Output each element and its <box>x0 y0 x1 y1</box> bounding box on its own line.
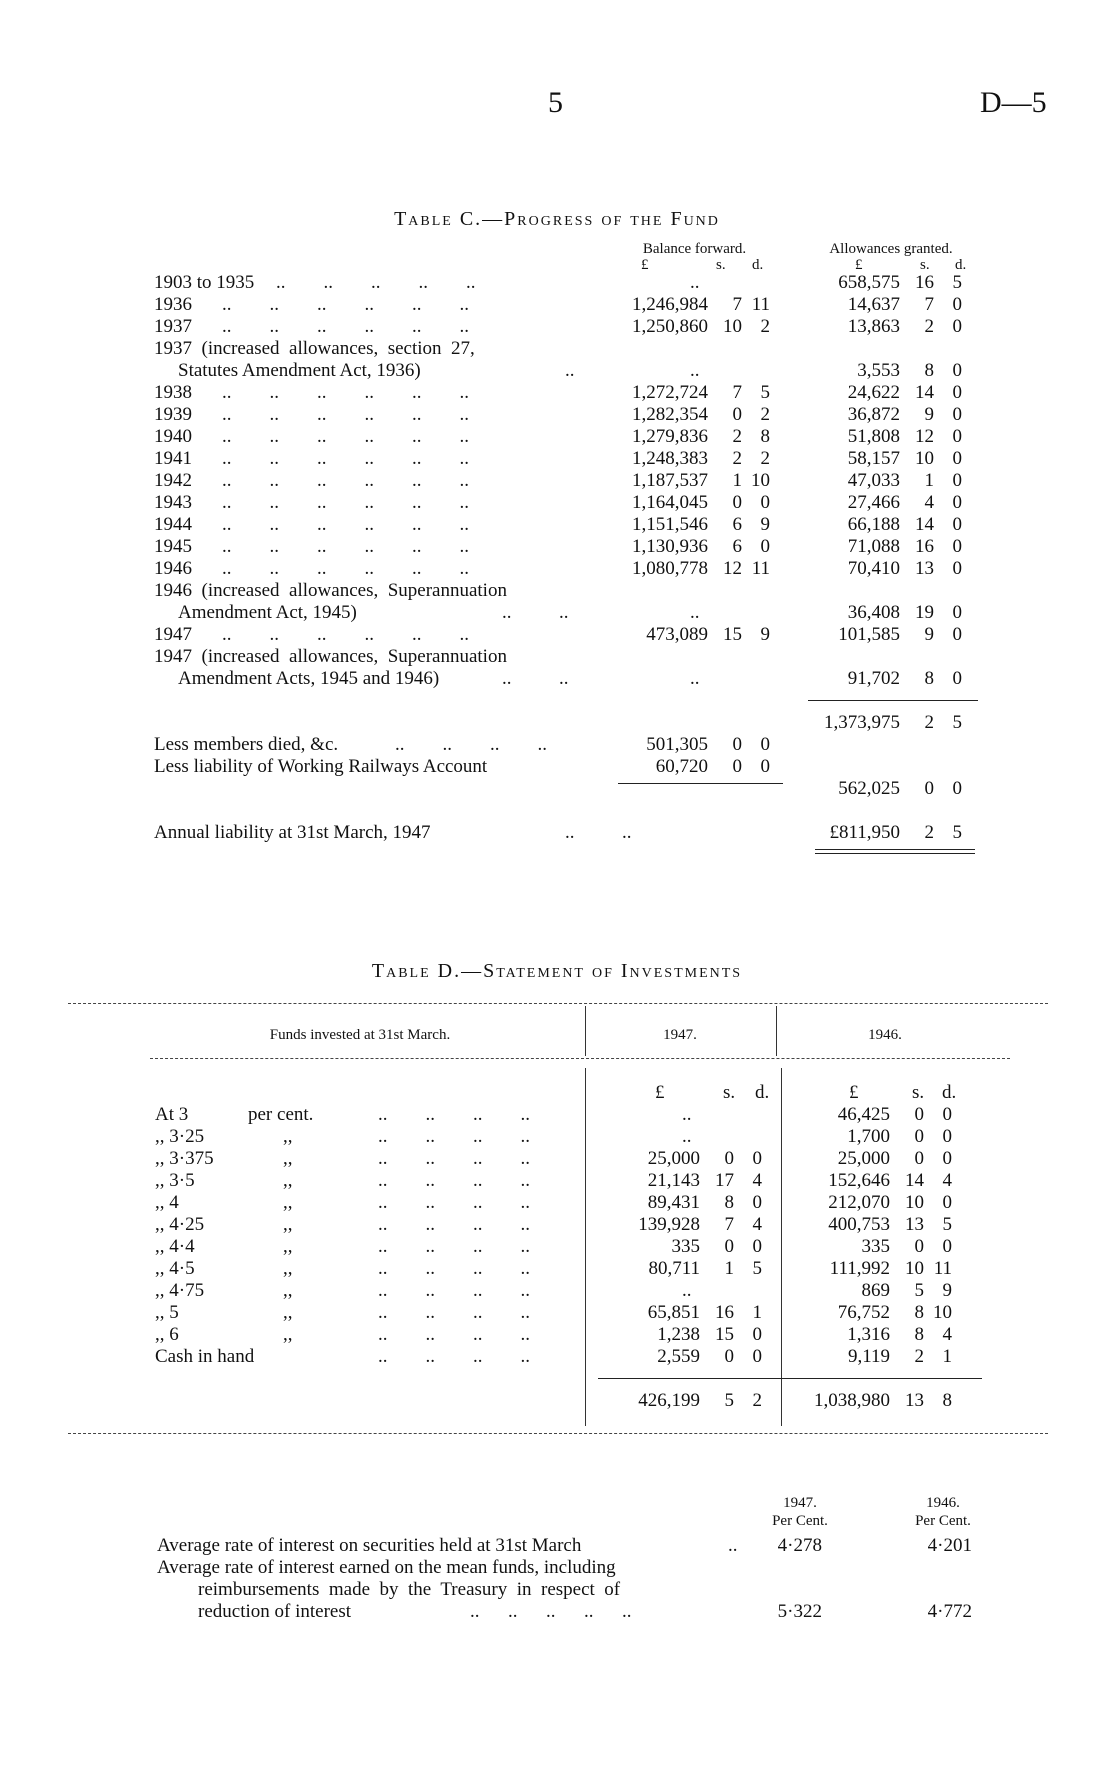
table-c-row-3-balance-empty: .. <box>690 360 700 381</box>
table-c-row-9-balance-shillings: 0 <box>732 492 742 513</box>
table-c-row-4-allowances-pence: 0 <box>952 382 962 403</box>
rate-row-1-label: Average rate of interest on securities held at 31st March <box>157 1535 582 1556</box>
table-d-row-7-leader: .. .. .. .. <box>378 1258 530 1279</box>
table-c-row-6-allowances-pounds: 51,808 <box>847 426 900 447</box>
table-d-row-7-rate: ,, 4·5 <box>155 1258 195 1279</box>
table-c-row-5-allowances-shillings: 9 <box>924 404 934 425</box>
table-c-less-died-pence: 0 <box>760 734 770 755</box>
table-c-row-2-balance-pence: 2 <box>760 316 770 337</box>
table-c-row-5-leader: .. .. .. .. .. .. <box>222 404 469 425</box>
table-c-row-12-label: 1946 <box>154 558 192 579</box>
table-c-row-5-balance-pounds: 1,282,354 <box>632 404 708 425</box>
table-c-less-died-shillings: 0 <box>732 734 742 755</box>
table-d-row-3-leader: .. .. .. .. <box>378 1170 530 1191</box>
table-d-row-10-1947-pounds: 1,238 <box>657 1324 700 1345</box>
table-d-row-3-ditto: ,, <box>283 1170 293 1191</box>
table-c-row-9-label: 1943 <box>154 492 192 513</box>
table-c-row-3-leader: .. <box>565 360 575 381</box>
table-c-row-12-allowances-pounds: 70,410 <box>847 558 900 579</box>
year-1947-header: 1947. <box>663 1027 697 1043</box>
table-d-unit-4: s. <box>912 1082 925 1103</box>
table-d-row-6-1946-shillings: 0 <box>914 1236 924 1257</box>
table-c-row-0-allowances-pounds: 658,575 <box>838 272 900 293</box>
table-d-row-10-1946-pence: 4 <box>942 1324 952 1345</box>
table-d-row-3-1947-pounds: 21,143 <box>647 1170 700 1191</box>
table-c-row-2-balance-pounds: 1,250,860 <box>632 316 708 337</box>
table-c-row-4-allowances-pounds: 24,622 <box>847 382 900 403</box>
table-d-row-2-ditto: ,, <box>283 1148 293 1169</box>
table-c-row-11-balance-pence: 0 <box>760 536 770 557</box>
table-c-row-5-balance-pence: 2 <box>760 404 770 425</box>
rates-1946-header: 1946. <box>926 1495 960 1511</box>
page-reference: D—5 <box>980 86 1047 119</box>
table-d-row-9-leader: .. .. .. .. <box>378 1302 530 1323</box>
rate-row-2-1947: 5·322 <box>777 1601 822 1622</box>
year-1946-header: 1946. <box>868 1027 902 1043</box>
rates-1946-percent-label: Per Cent. <box>915 1513 971 1529</box>
table-c-row-2-label: 1937 <box>154 316 192 337</box>
rate-row-1-1946: 4·201 <box>927 1535 972 1556</box>
table-c-row-11-leader: .. .. .. .. .. .. <box>222 536 469 557</box>
table-d-row-6-leader: .. .. .. .. <box>378 1236 530 1257</box>
table-d-row-4-leader: .. .. .. .. <box>378 1192 530 1213</box>
table-c-row-11-allowances-shillings: 16 <box>915 536 934 557</box>
table-c-row-14-allowances-pounds: 101,585 <box>838 624 900 645</box>
table-c-row-0-leader: .. .. .. .. .. <box>276 272 476 293</box>
table-d-row-9-1947-pounds: 65,851 <box>647 1302 700 1323</box>
table-c-row-13-label: 1946 (increased allowances, Superannuation <box>154 580 507 601</box>
table-d-row-1-1946-shillings: 0 <box>914 1126 924 1147</box>
table-c-annual-leader: .. .. <box>565 822 632 843</box>
table-c-row-13-label-cont: Amendment Act, 1945) <box>178 602 357 623</box>
table-c-row-3-allowances-pounds: 3,553 <box>857 360 900 381</box>
table-d-row-2-1946-pounds: 25,000 <box>837 1148 890 1169</box>
table-c-row-2-balance-shillings: 10 <box>723 316 742 337</box>
table-c-row-9-balance-pence: 0 <box>760 492 770 513</box>
table-c-row-4-balance-shillings: 7 <box>732 382 742 403</box>
table-c-row-14-balance-pence: 9 <box>760 624 770 645</box>
table-d-unit-5: d. <box>942 1082 957 1103</box>
table-d-total-1946-shillings: 13 <box>905 1390 924 1411</box>
table-c-row-6-balance-pounds: 1,279,836 <box>632 426 708 447</box>
table-c-row-12-balance-pounds: 1,080,778 <box>632 558 708 579</box>
table-d-row-4-ditto: ,, <box>283 1192 293 1213</box>
table-c-annual-rule-2 <box>815 853 975 854</box>
table-d-row-6-rate: ,, 4·4 <box>155 1236 195 1257</box>
table-c-row-9-allowances-pence: 0 <box>952 492 962 513</box>
table-c-less-total-pounds: 562,025 <box>838 778 900 799</box>
table-d-total-1947-shillings: 5 <box>724 1390 734 1411</box>
table-d-row-4-1947-pence: 0 <box>752 1192 762 1213</box>
table-c-less-died-pounds: 501,305 <box>646 734 708 755</box>
table-d-row-1-ditto: ,, <box>283 1126 293 1147</box>
table-c-row-12-balance-shillings: 12 <box>723 558 742 579</box>
table-d-row-5-1946-pounds: 400,753 <box>828 1214 890 1235</box>
table-c-row-6-allowances-pence: 0 <box>952 426 962 447</box>
table-d-row-7-1946-shillings: 10 <box>905 1258 924 1279</box>
table-c-row-8-label: 1942 <box>154 470 192 491</box>
table-d-row-9-1947-shillings: 16 <box>715 1302 734 1323</box>
table-c-total-allowances-shillings: 2 <box>924 712 934 733</box>
table-c-row-7-allowances-shillings: 10 <box>915 448 934 469</box>
table-d-row-2-leader: .. .. .. .. <box>378 1148 530 1169</box>
table-c-row-1-leader: .. .. .. .. .. .. <box>222 294 469 315</box>
rate-row-2-line-3: reduction of interest <box>198 1601 352 1622</box>
table-c-row-8-balance-pence: 10 <box>751 470 770 491</box>
table-c-row-10-allowances-pence: 0 <box>952 514 962 535</box>
allowances-granted-header: Allowances granted. <box>829 241 953 257</box>
table-c-total-allowances-pounds: 1,373,975 <box>824 712 900 733</box>
table-d-row-11-1947-pounds: 2,559 <box>657 1346 700 1367</box>
table-d-row-6-1947-pence: 0 <box>752 1236 762 1257</box>
table-d-row-9-1946-shillings: 8 <box>914 1302 924 1323</box>
table-d-row-10-leader: .. .. .. .. <box>378 1324 530 1345</box>
table-d-total-1946-pence: 8 <box>942 1390 952 1411</box>
table-d-row-5-1947-shillings: 7 <box>724 1214 734 1235</box>
table-c-row-1-allowances-pounds: 14,637 <box>847 294 900 315</box>
table-c-row-6-balance-pence: 8 <box>760 426 770 447</box>
table-d-row-6-1947-pounds: 335 <box>671 1236 700 1257</box>
table-d-row-4-1947-shillings: 8 <box>724 1192 734 1213</box>
table-c-unit-4: s. <box>920 257 930 273</box>
table-d-row-0-1946-pounds: 46,425 <box>837 1104 890 1125</box>
table-d-row-7-1946-pence: 11 <box>933 1258 952 1279</box>
table-c-unit-2: d. <box>752 257 764 273</box>
table-c-row-6-leader: .. .. .. .. .. .. <box>222 426 469 447</box>
table-c-row-8-balance-pounds: 1,187,537 <box>632 470 708 491</box>
funds-invested-header: Funds invested at 31st March. <box>269 1027 451 1043</box>
table-d-row-11-1947-shillings: 0 <box>724 1346 734 1367</box>
table-c-row-7-balance-pence: 2 <box>760 448 770 469</box>
table-c-row-1-balance-shillings: 7 <box>732 294 742 315</box>
table-c-row-14-allowances-shillings: 9 <box>924 624 934 645</box>
table-d-row-2-1947-pence: 0 <box>752 1148 762 1169</box>
table-d-row-4-1947-pounds: 89,431 <box>647 1192 700 1213</box>
table-d-bottom-rule <box>68 1433 1048 1434</box>
table-d-row-5-1947-pounds: 139,928 <box>638 1214 700 1235</box>
table-d-row-3-rate: ,, 3·5 <box>155 1170 195 1191</box>
table-c-row-15-label-cont: Amendment Acts, 1945 and 1946) <box>178 668 440 689</box>
table-c-less-liability-label: Less liability of Working Railways Account <box>154 756 488 777</box>
table-d-row-11-1946-shillings: 2 <box>914 1346 924 1367</box>
table-d-row-6-1946-pounds: 335 <box>861 1236 890 1257</box>
table-c-unit-3: £ <box>855 257 863 273</box>
table-c-row-13-allowances-shillings: 19 <box>915 602 934 623</box>
table-d-header-rule <box>150 1058 1010 1059</box>
table-c-title: Table C.—Progress of the Fund <box>394 208 720 230</box>
table-c-row-11-balance-pounds: 1,130,936 <box>632 536 708 557</box>
table-c-less-liability-pounds: 60,720 <box>655 756 708 777</box>
rate-row-1-leader: .. <box>728 1535 738 1556</box>
table-d-row-10-1947-shillings: 15 <box>715 1324 734 1345</box>
table-c-row-3-label: 1937 (increased allowances, section 27, <box>154 338 475 359</box>
table-c-row-5-balance-shillings: 0 <box>732 404 742 425</box>
table-d-row-0-ditto: per cent. <box>248 1104 314 1125</box>
table-c-row-7-allowances-pence: 0 <box>952 448 962 469</box>
table-c-row-7-balance-pounds: 1,248,383 <box>632 448 708 469</box>
table-c-row-2-allowances-pounds: 13,863 <box>847 316 900 337</box>
table-d-row-5-1947-pence: 4 <box>752 1214 762 1235</box>
rate-row-2-leader: .. .. .. .. .. <box>470 1601 632 1622</box>
table-c-less-total-shillings: 0 <box>924 778 934 799</box>
table-d-row-3-1946-pence: 4 <box>942 1170 952 1191</box>
table-d-row-5-ditto: ,, <box>283 1214 293 1235</box>
table-d-row-10-1946-pounds: 1,316 <box>847 1324 890 1345</box>
table-c-row-10-leader: .. .. .. .. .. .. <box>222 514 469 535</box>
table-c-unit-1: s. <box>716 257 726 273</box>
table-c-annual-pounds: £811,950 <box>829 822 900 843</box>
rate-row-2-line-1: Average rate of interest earned on the mean funds, including <box>157 1557 616 1578</box>
table-c-annual-pence: 5 <box>952 822 962 843</box>
balance-forward-header: Balance forward. <box>642 241 747 257</box>
table-c-row-9-leader: .. .. .. .. .. .. <box>222 492 469 513</box>
table-c-row-14-allowances-pence: 0 <box>952 624 962 645</box>
table-c-annual-rule-1 <box>815 849 975 850</box>
table-d-unit-2: d. <box>755 1082 770 1103</box>
table-c-row-5-allowances-pounds: 36,872 <box>847 404 900 425</box>
table-d-row-6-ditto: ,, <box>283 1236 293 1257</box>
table-c-row-4-label: 1938 <box>154 382 192 403</box>
table-d-row-11-1946-pounds: 9,119 <box>847 1346 890 1367</box>
table-c-row-13-allowances-pounds: 36,408 <box>847 602 900 623</box>
table-c-row-12-allowances-shillings: 13 <box>915 558 934 579</box>
table-d-unit-3: £ <box>849 1082 859 1103</box>
table-d-row-3-1946-shillings: 14 <box>905 1170 924 1191</box>
table-d-row-8-1946-pence: 9 <box>942 1280 952 1301</box>
table-d-unit-0: £ <box>655 1082 665 1103</box>
table-d-row-8-1946-pounds: 869 <box>861 1280 890 1301</box>
table-c-row-8-allowances-pence: 0 <box>952 470 962 491</box>
table-c-row-5-label: 1939 <box>154 404 192 425</box>
table-c-row-15-allowances-shillings: 8 <box>924 668 934 689</box>
table-d-row-7-1947-pence: 5 <box>752 1258 762 1279</box>
table-d-title: Table D.—Statement of Investments <box>371 960 743 982</box>
table-d-row-4-1946-pence: 0 <box>942 1192 952 1213</box>
table-d-row-2-1947-shillings: 0 <box>724 1148 734 1169</box>
table-d-row-11-1947-pence: 0 <box>752 1346 762 1367</box>
table-c-row-10-allowances-pounds: 66,188 <box>847 514 900 535</box>
table-c-row-11-allowances-pounds: 71,088 <box>847 536 900 557</box>
table-c-row-11-label: 1945 <box>154 536 192 557</box>
table-c-row-10-balance-pence: 9 <box>760 514 770 535</box>
table-c-row-15-allowances-pence: 0 <box>952 668 962 689</box>
rate-row-2-1946: 4·772 <box>927 1601 972 1622</box>
table-d-header-divider-1 <box>585 1006 586 1056</box>
table-c-less-liability-shillings: 0 <box>732 756 742 777</box>
table-d-row-5-leader: .. .. .. .. <box>378 1214 530 1235</box>
table-d-row-2-1947-pounds: 25,000 <box>647 1148 700 1169</box>
table-c-row-4-balance-pence: 5 <box>760 382 770 403</box>
table-c-row-3-label-cont: Statutes Amendment Act, 1936) <box>178 360 421 381</box>
table-c-row-1-allowances-shillings: 7 <box>924 294 934 315</box>
table-d-row-7-ditto: ,, <box>283 1258 293 1279</box>
table-c-less-total-pence: 0 <box>952 778 962 799</box>
table-d-row-5-rate: ,, 4·25 <box>155 1214 205 1235</box>
table-c-row-13-balance-empty: .. <box>690 602 700 623</box>
table-c-row-1-allowances-pence: 0 <box>952 294 962 315</box>
table-c-row-12-balance-pence: 11 <box>751 558 770 579</box>
table-c-row-7-label: 1941 <box>154 448 192 469</box>
table-d-row-1-1946-pence: 0 <box>942 1126 952 1147</box>
table-d-row-0-1946-pence: 0 <box>942 1104 952 1125</box>
table-d-row-8-ditto: ,, <box>283 1280 293 1301</box>
table-c-row-5-allowances-pence: 0 <box>952 404 962 425</box>
table-c-row-8-leader: .. .. .. .. .. .. <box>222 470 469 491</box>
table-d-row-8-leader: .. .. .. .. <box>378 1280 530 1301</box>
table-c-row-9-allowances-pounds: 27,466 <box>847 492 900 513</box>
table-c-allowances-rule <box>808 700 978 701</box>
table-c-row-10-balance-pounds: 1,151,546 <box>632 514 708 535</box>
table-c-row-14-label: 1947 <box>154 624 192 645</box>
table-c-row-4-allowances-shillings: 14 <box>915 382 934 403</box>
table-c-less-liability-pence: 0 <box>760 756 770 777</box>
table-c-row-11-allowances-pence: 0 <box>952 536 962 557</box>
table-c-annual-shillings: 2 <box>924 822 934 843</box>
table-c-less-died-label: Less members died, &c. <box>154 734 339 755</box>
table-d-row-5-1946-shillings: 13 <box>905 1214 924 1235</box>
table-d-row-4-rate: ,, 4 <box>155 1192 179 1213</box>
table-c-row-15-allowances-pounds: 91,702 <box>847 668 900 689</box>
table-d-row-10-1947-pence: 0 <box>752 1324 762 1345</box>
table-d-row-9-rate: ,, 5 <box>155 1302 179 1323</box>
table-c-row-8-allowances-pounds: 47,033 <box>847 470 900 491</box>
table-d-row-11-leader: .. .. .. .. <box>378 1346 530 1367</box>
table-c-row-4-balance-pounds: 1,272,724 <box>632 382 708 403</box>
table-c-row-13-allowances-pence: 0 <box>952 602 962 623</box>
table-d-row-9-1947-pence: 1 <box>752 1302 762 1323</box>
table-d-row-4-1946-shillings: 10 <box>905 1192 924 1213</box>
table-d-row-6-1946-pence: 0 <box>942 1236 952 1257</box>
table-d-row-9-1946-pence: 10 <box>933 1302 952 1323</box>
table-d-row-3-1947-shillings: 17 <box>715 1170 734 1191</box>
table-c-row-11-balance-shillings: 6 <box>732 536 742 557</box>
table-c-row-15-leader: .. .. <box>502 668 569 689</box>
table-c-row-10-allowances-shillings: 14 <box>915 514 934 535</box>
table-c-row-8-allowances-shillings: 1 <box>924 470 934 491</box>
table-c-row-9-allowances-shillings: 4 <box>924 492 934 513</box>
table-d-total-rule <box>598 1378 982 1379</box>
rates-1947-header: 1947. <box>783 1495 817 1511</box>
table-c-row-1-balance-pence: 11 <box>751 294 770 315</box>
rate-row-1-1947: 4·278 <box>777 1535 822 1556</box>
table-c-less-rule <box>618 783 783 784</box>
table-d-row-11-rate: Cash in hand <box>155 1346 255 1367</box>
table-d-row-9-1946-pounds: 76,752 <box>837 1302 890 1323</box>
table-c-row-13-leader: .. .. <box>502 602 569 623</box>
table-d-row-10-rate: ,, 6 <box>155 1324 179 1345</box>
rates-1947-percent-label: Per Cent. <box>772 1513 828 1529</box>
table-c-row-8-balance-shillings: 1 <box>732 470 742 491</box>
table-c-unit-5: d. <box>955 257 967 273</box>
table-c-row-6-allowances-shillings: 12 <box>915 426 934 447</box>
table-d-row-8-1947-empty: .. <box>682 1280 692 1301</box>
table-c-row-3-allowances-shillings: 8 <box>924 360 934 381</box>
table-d-top-rule <box>68 1003 1048 1004</box>
table-d-row-8-rate: ,, 4·75 <box>155 1280 205 1301</box>
table-d-row-0-1947-empty: .. <box>682 1104 692 1125</box>
table-d-row-7-1946-pounds: 111,992 <box>829 1258 890 1279</box>
table-d-row-9-ditto: ,, <box>283 1302 293 1323</box>
table-d-row-4-1946-pounds: 212,070 <box>828 1192 890 1213</box>
table-d-unit-1: s. <box>723 1082 736 1103</box>
table-c-row-7-allowances-pounds: 58,157 <box>847 448 900 469</box>
table-c-row-3-allowances-pence: 0 <box>952 360 962 381</box>
table-c-row-7-balance-shillings: 2 <box>732 448 742 469</box>
table-c-row-14-balance-pounds: 473,089 <box>646 624 708 645</box>
table-c-row-0-allowances-shillings: 16 <box>915 272 934 293</box>
table-d-row-8-1946-shillings: 5 <box>914 1280 924 1301</box>
table-c-unit-0: £ <box>641 257 649 273</box>
table-d-row-6-1947-shillings: 0 <box>724 1236 734 1257</box>
table-c-row-14-balance-shillings: 15 <box>723 624 742 645</box>
table-c-row-15-label: 1947 (increased allowances, Superannuation <box>154 646 507 667</box>
table-d-row-7-1947-pounds: 80,711 <box>648 1258 700 1279</box>
table-d-row-1-rate: ,, 3·25 <box>155 1126 205 1147</box>
table-c-row-10-label: 1944 <box>154 514 192 535</box>
table-d-row-0-1946-shillings: 0 <box>914 1104 924 1125</box>
table-c-row-0-balance-empty: .. <box>690 272 700 293</box>
table-c-annual-label: Annual liability at 31st March, 1947 <box>154 822 431 843</box>
table-d-row-2-1946-pence: 0 <box>942 1148 952 1169</box>
table-c-row-6-balance-shillings: 2 <box>732 426 742 447</box>
table-c-row-1-label: 1936 <box>154 294 192 315</box>
table-c-total-allowances-pence: 5 <box>952 712 962 733</box>
table-d-total-1946-pounds: 1,038,980 <box>814 1390 890 1411</box>
table-c-row-7-leader: .. .. .. .. .. .. <box>222 448 469 469</box>
table-c-row-14-leader: .. .. .. .. .. .. <box>222 624 469 645</box>
table-c-row-4-leader: .. .. .. .. .. .. <box>222 382 469 403</box>
table-d-total-1947-pence: 2 <box>752 1390 762 1411</box>
table-c-row-2-allowances-shillings: 2 <box>924 316 934 337</box>
table-d-row-0-leader: .. .. .. .. <box>378 1104 530 1125</box>
table-d-row-1-1946-pounds: 1,700 <box>847 1126 890 1147</box>
table-c-row-15-balance-empty: .. <box>690 668 700 689</box>
table-c-row-2-leader: .. .. .. .. .. .. <box>222 316 469 337</box>
table-d-row-5-1946-pence: 5 <box>942 1214 952 1235</box>
table-d-row-10-1946-shillings: 8 <box>914 1324 924 1345</box>
table-c-less-died-leader: .. .. .. .. <box>395 734 547 755</box>
table-c-row-0-allowances-pence: 5 <box>952 272 962 293</box>
table-d-header-divider-2 <box>776 1006 777 1056</box>
table-d-row-0-rate: At 3 <box>155 1104 189 1125</box>
table-c-row-6-label: 1940 <box>154 426 192 447</box>
table-c-row-9-balance-pounds: 1,164,045 <box>632 492 708 513</box>
table-c-row-12-allowances-pence: 0 <box>952 558 962 579</box>
table-d-row-7-1947-shillings: 1 <box>724 1258 734 1279</box>
table-d-row-11-1946-pence: 1 <box>942 1346 952 1367</box>
table-c-row-10-balance-shillings: 6 <box>732 514 742 535</box>
table-c-row-1-balance-pounds: 1,246,984 <box>632 294 708 315</box>
table-d-row-2-1946-shillings: 0 <box>914 1148 924 1169</box>
page-number: 5 <box>548 86 563 119</box>
table-d-row-2-rate: ,, 3·375 <box>155 1148 214 1169</box>
table-d-row-10-ditto: ,, <box>283 1324 293 1345</box>
rate-row-2-line-2: reimbursements made by the Treasury in respect of <box>198 1579 621 1600</box>
table-c-row-12-leader: .. .. .. .. .. .. <box>222 558 469 579</box>
table-d-row-1-1947-empty: .. <box>682 1126 692 1147</box>
table-c-row-0-label: 1903 to 1935 <box>154 272 255 293</box>
table-d-row-1-leader: .. .. .. .. <box>378 1126 530 1147</box>
table-d-row-3-1946-pounds: 152,646 <box>828 1170 890 1191</box>
table-d-row-3-1947-pence: 4 <box>752 1170 762 1191</box>
table-c-row-2-allowances-pence: 0 <box>952 316 962 337</box>
table-d-total-1947-pounds: 426,199 <box>638 1390 700 1411</box>
